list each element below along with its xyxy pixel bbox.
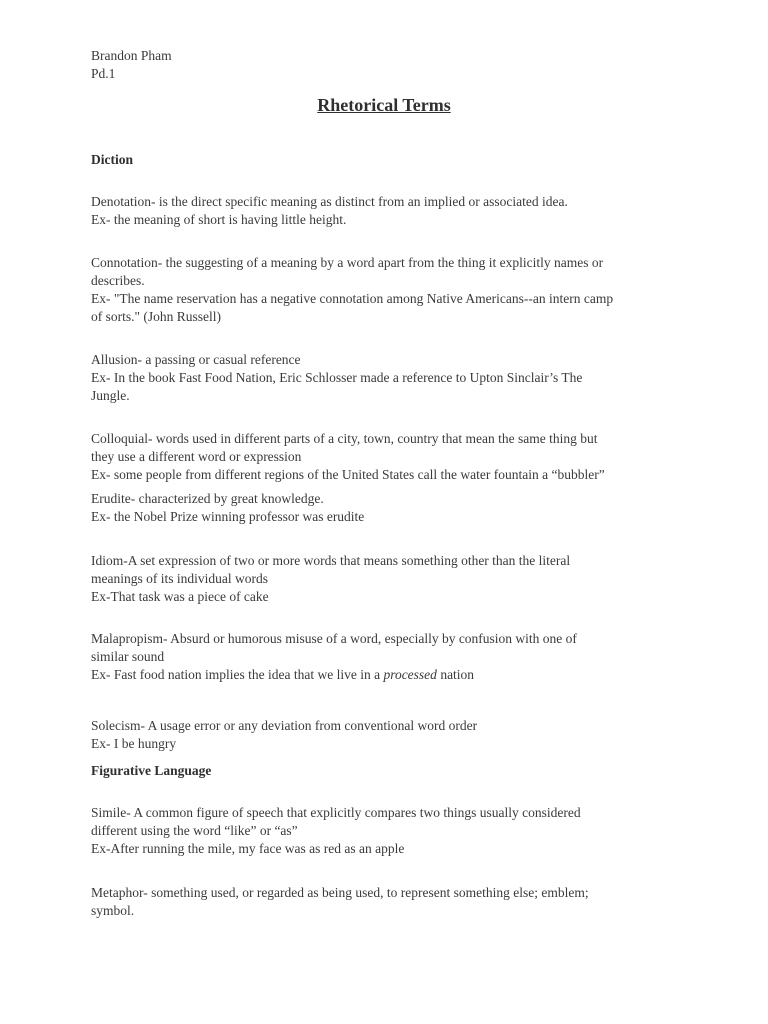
term-simile [91, 804, 691, 858]
term-definition-cont: they use a different word or expression [91, 449, 302, 464]
term-definition: Erudite- characterized by great knowledge. [91, 491, 324, 506]
term-example: Ex- I be hungry [91, 736, 177, 751]
term-idiom [91, 552, 691, 606]
author-block [91, 47, 691, 83]
page-title: Rhetorical Terms [317, 95, 451, 115]
term-denotation [91, 193, 691, 229]
term-definition: Colloquial- words used in different parts of a city, town, country that mean the same thing but [91, 431, 598, 446]
section-heading-diction: Diction [91, 152, 133, 167]
term-example: Ex- the meaning of short is having little height. [91, 212, 347, 227]
term-example: Ex-That task was a piece of cake [91, 589, 269, 604]
example-text-end: nation [436, 667, 475, 682]
example-text: Ex- Fast food nation implies the idea that we live in a [91, 667, 384, 682]
author-name: Brandon Pham [91, 48, 172, 63]
term-example [91, 666, 691, 684]
term-example: Ex- In the book Fast Food Nation, Eric Schlosser made a reference to Upton Sinclair’s The [91, 370, 583, 385]
term-definition-cont: similar sound [91, 649, 165, 664]
term-metaphor [91, 884, 691, 920]
term-definition-cont: meanings of its individual words [91, 571, 268, 586]
term-example: Ex- "The name reservation has a negative connotation among Native Americans--an intern camp [91, 291, 614, 306]
term-definition: Idiom-A set expression of two or more words that means something other than the literal [91, 553, 571, 568]
term-definition: Solecism- A usage error or any deviation from conventional word order [91, 718, 478, 733]
term-example: Ex- some people from different regions of the United States call the water fountain a “bubbler” [91, 467, 605, 482]
term-definition: Simile- A common figure of speech that explicitly compares two things usually considered [91, 805, 581, 820]
term-definition-cont: symbol. [91, 903, 135, 918]
term-example-cont: Jungle. [91, 388, 130, 403]
term-malapropism [91, 630, 691, 684]
term-definition: Connotation- the suggesting of a meaning by a word apart from the thing it explicitly names or [91, 255, 604, 270]
term-solecism [91, 717, 691, 753]
term-example: Ex- the Nobel Prize winning professor was erudite [91, 509, 365, 524]
term-erudite [91, 490, 691, 526]
term-allusion [91, 351, 691, 405]
term-definition: Denotation- is the direct specific meaning as distinct from an implied or associated idea. [91, 194, 568, 209]
term-example: Ex-After running the mile, my face was as red as an apple [91, 841, 405, 856]
term-colloquial [91, 430, 691, 484]
term-definition-cont: different using the word “like” or “as” [91, 823, 298, 838]
section-heading-figurative: Figurative Language [91, 763, 212, 778]
term-definition: Allusion- a passing or casual reference [91, 352, 301, 367]
term-definition-cont: describes. [91, 273, 145, 288]
emphasized-word: processed [383, 667, 437, 682]
term-connotation [91, 254, 691, 326]
class-period: Pd.1 [91, 66, 116, 81]
term-definition: Malapropism- Absurd or humorous misuse of a word, especially by confusion with one of [91, 631, 577, 646]
term-example-cont: of sorts." (John Russell) [91, 309, 222, 324]
term-definition: Metaphor- something used, or regarded as being used, to represent something else; emblem; [91, 885, 589, 900]
